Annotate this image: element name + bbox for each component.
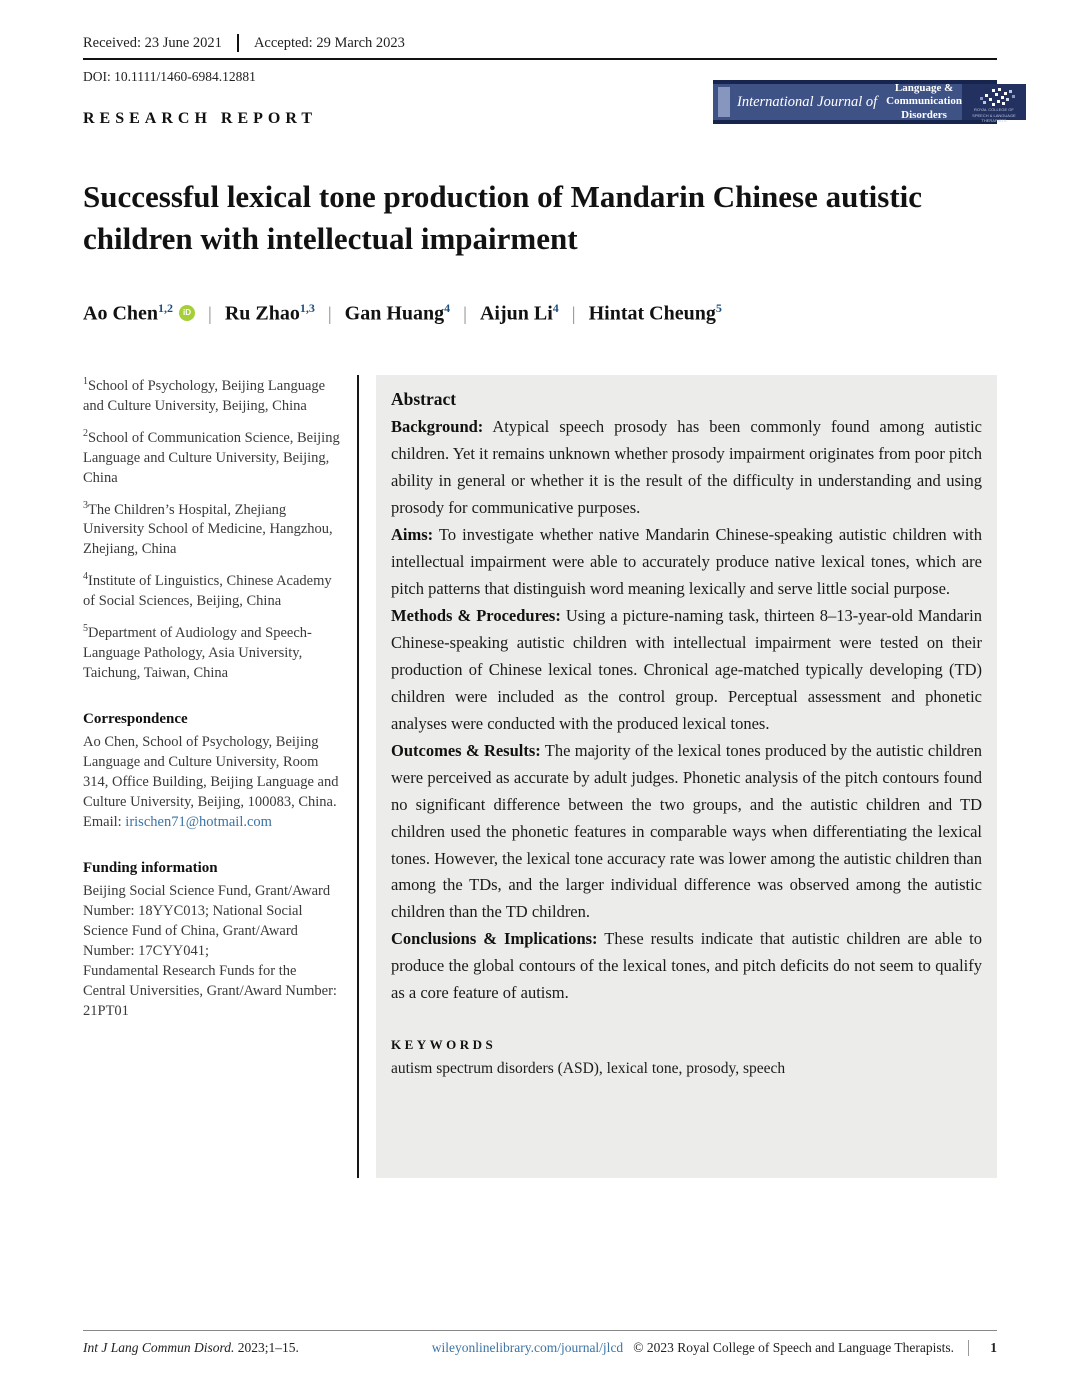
received-date: Received: 23 June 2021 <box>83 34 222 51</box>
banner-accent-strip <box>718 87 730 117</box>
affiliation-item: $^4$Institute of Linguistics, Chinese Academy of Social Sciences, Beijing, China <box>83 571 332 610</box>
journal-name-prefix: International Journal of <box>737 93 878 110</box>
abstract-heading: Abstract <box>391 389 457 409</box>
affiliation-item: $^1$School of Psychology, Beijing Language and Culture University, Beijing, China <box>83 376 326 414</box>
page-footer <box>83 1330 997 1356</box>
abstract-section: Conclusions & Implications: These results indicate that autistic children are able to produce the global contours of the lexical tones, and pitch deficits do not seem to qualify as a core feature of autism. <box>391 929 982 1003</box>
footer-citation-rest: 2023;1–15. <box>234 1340 299 1355</box>
email-label: Email: <box>83 813 126 830</box>
left-sidebar <box>83 375 341 1178</box>
footer-citation <box>83 1340 299 1356</box>
affiliation-item: $^2$School of Communication Science, Beijing Language and Culture University, Beijing, China <box>83 427 340 486</box>
correspondence-heading: Correspondence <box>83 711 188 728</box>
page-number-divider <box>968 1340 969 1356</box>
article-title: Successful lexical tone production of Mandarin Chinese autistic children with intellectual impairment <box>83 179 923 256</box>
abstract-panel <box>376 375 997 1178</box>
journal-name-main: Language & Communication Disorders <box>886 82 962 121</box>
abstract-section: Methods & Procedures: Using a picture-naming task, thirteen 8–13-year-old Mandarin Chinese-speaking autistic children with intellectual impairment were tested on their production of Chinese lexical tones. Chronical age-matched typically developing (TD) children were included as the control group. Perceptual assessment and phonetic analyses were conducted with the produced lexical tones. <box>391 605 983 733</box>
dates-row <box>83 34 997 60</box>
correspondence-email-line <box>83 812 341 832</box>
doi: DOI: 10.1111/1460-6984.12881 <box>83 69 256 84</box>
author-name: Gan Huang$^4$ <box>344 301 451 325</box>
affiliation-item: $^3$The Children’s Hospital, Zhejiang University School of Medicine, Hangzhou, Zhejiang, China <box>83 499 333 558</box>
accepted-date: Accepted: 29 March 2023 <box>253 34 405 51</box>
author-name: Ao Chen$^{1,2}$ <box>83 301 174 325</box>
author-separator: | <box>208 303 212 325</box>
page-header <box>83 34 997 85</box>
author-separator: | <box>463 303 467 325</box>
footer-journal-abbrev: Int J Lang Commun Disord. <box>83 1340 235 1355</box>
journal-banner <box>713 80 1016 124</box>
keywords-block <box>391 1037 982 1078</box>
author-list <box>83 301 997 326</box>
abstract-section: Outcomes & Results: The majority of the lexical tones produced by the autistic children were perceived as accurate by adult judges. Phonetic analysis of the pitch contours found no significant difference between the two groups, and the autistic children and TD children used the phonetic features in comparable ways when differentiating the lexical tones. However, the lexical tone accuracy rate was lower among the autistic children than among the TDs, and the larger individual difference was observed among the autistic children than the TD children. <box>391 740 982 922</box>
orcid-icon[interactable]: iD <box>179 305 195 321</box>
affiliation-list <box>83 375 341 683</box>
abstract-section: Aims: To investigate whether native Mandarin Chinese-speaking autistic children with intellectual impairment were able to accurately produce native lexical tones, which are pitch patterns that distinguish word meaning lexically and serve little social purpose. <box>391 524 982 598</box>
article-type-label: RESEARCH REPORT <box>83 110 318 127</box>
author-separator: | <box>571 303 576 325</box>
abstract-sections <box>391 414 982 1007</box>
author-name: Aijun Li$^4$ <box>479 301 559 325</box>
logo-pixel-figure <box>992 89 995 92</box>
rcslt-logo-icon <box>962 84 1026 124</box>
author-name: Hintat Cheung$^5$ <box>588 301 722 325</box>
main-content <box>83 375 997 1178</box>
footer-copyright: © 2023 Royal College of Speech and Language Therapists. <box>633 1340 954 1355</box>
logo-caption: ROYAL COLLEGE OF SPEECH & LANGUAGE THERAPISTS <box>972 107 1016 124</box>
page-number: 1 <box>990 1340 997 1355</box>
abstract-section: Background: Atypical speech prosody has been commonly found among autistic children. Yet it remains unknown whether prosody impairment originates from poor pitch ability in general or whether it is the result of the difficulty in understanding and using prosody for communicative purposes. <box>391 417 982 517</box>
correspondence-text: Ao Chen, School of Psychology, Beijing Language and Culture University, Room 314, Office Building, Beijing Language and Culture University, Beijing, 100083, China. <box>83 733 339 810</box>
dates-divider <box>237 34 239 52</box>
journal-url-link[interactable]: wileyonlinelibrary.com/journal/jlcd <box>431 1340 624 1355</box>
funding-text: Beijing Social Science Fund, Grant/Award Number: 18YYC013; National Social Science Fund of China, Grant/Award Number: 17CYY041; Fundamental Research Funds for the Central Universities, Grant/Award Number: 21PT01 <box>83 882 337 1019</box>
email-link[interactable]: irischen71@hotmail.com <box>125 813 272 830</box>
footer-right-group <box>432 1340 997 1356</box>
author-separator: | <box>327 303 332 325</box>
keywords-heading: KEYWORDS <box>391 1037 497 1053</box>
keywords-text: autism spectrum disorders (ASD), lexical tone, prosody, speech <box>391 1060 786 1078</box>
affiliation-item: $^5$Department of Audiology and Speech-Language Pathology, Asia University, Taichung, Taiwan, China <box>83 623 312 682</box>
author-name: Ru Zhao$^{1,3}$ <box>224 301 315 325</box>
funding-heading: Funding information <box>83 859 218 876</box>
column-divider <box>357 375 359 1178</box>
